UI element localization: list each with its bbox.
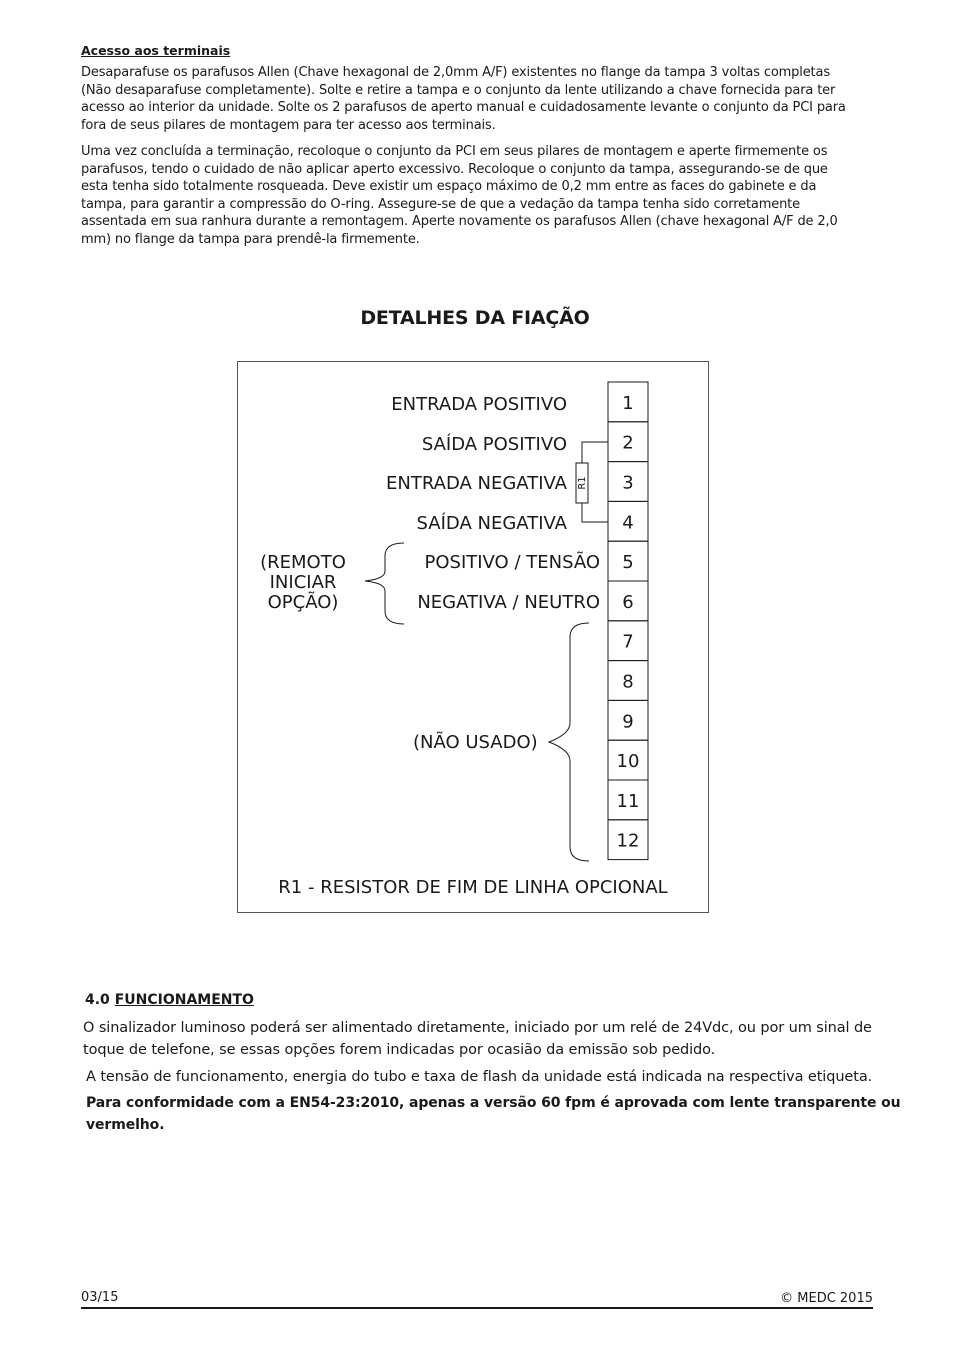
footer-rule xyxy=(81,1307,873,1309)
remote-option-line-1: (REMOTO xyxy=(260,552,346,573)
terminal-number: 6 xyxy=(622,591,634,613)
resistor-r1-label: R1 xyxy=(577,476,588,490)
access-paragraph-2: Uma vez concluída a terminação, recoloque o conjunto da PCI em seus pilares de montagem e aperte firmemente os parafusos, tendo o cuidado de não aplicar aperto excessivo. Recoloque o conjunto da tampa, assegurando-se de que esta tenha sido totalmente rosqueada. Deve existir um espaço máximo de 0,2 mm entre as faces do gabinete e da tampa, para garantir a compressão do O-ring. Assegure-se de que a vedação da tampa tenha sido corretamente assentada em sua ranhura durante a remontagem. Aperte novamente os parafusos Allen (chave hexagonal A/F de 2,0 mm) no flange da tampa para prendê-la firmemente. xyxy=(81,144,838,247)
terminal-number: 8 xyxy=(622,671,634,693)
remote-option-brace xyxy=(365,543,404,624)
terminal-number: 12 xyxy=(616,830,640,852)
terminal-number: 11 xyxy=(616,790,640,812)
terminal-number: 7 xyxy=(622,631,634,653)
label-entrada-positivo: ENTRADA POSITIVO xyxy=(391,394,567,415)
terminal-number: 2 xyxy=(622,432,634,454)
remote-option-line-3: OPÇÃO) xyxy=(267,592,339,613)
label-entrada-negativa: ENTRADA NEGATIVA xyxy=(386,473,567,494)
access-paragraph-1: Desaparafuse os parafusos Allen (Chave hexagonal de 2,0mm A/F) existentes no flange da tampa 3 voltas completas (Não desaparafuse completamente). Solte e retire a tampa e o conjunto da lente utilizando a chave fornecida para ter acesso ao interior da unidade. Solte os 2 parafusos de aperto manual e cuidadosamente levante o conjunto da PCI para fora de seus pilares de montagem para ter acesso aos terminais. xyxy=(81,65,846,133)
terminal-number: 5 xyxy=(622,552,634,574)
remote-option-line-2: INICIAR xyxy=(269,572,337,593)
terminal-number: 3 xyxy=(622,472,634,494)
operation-heading xyxy=(85,992,254,1008)
operation-paragraph-1: O sinalizador luminoso poderá ser alimentado diretamente, iniciado por um relé de 24Vdc, ou por um sinal de toque de telefone, se essas opções forem indicadas por ocasião da emissão sob pedido. xyxy=(83,1020,872,1058)
unused-label: (NÃO USADO) xyxy=(413,732,538,753)
terminal-number: 4 xyxy=(622,512,634,534)
footer-date: 03/15 xyxy=(81,1290,119,1305)
resistor-footnote: R1 - RESISTOR DE FIM DE LINHA OPCIONAL xyxy=(278,877,668,898)
label-saida-positivo: SAÍDA POSITIVO xyxy=(421,434,567,455)
terminal-block xyxy=(608,382,648,860)
operation-title: FUNCIONAMENTO xyxy=(114,992,254,1008)
footer-copyright: © MEDC 2015 xyxy=(780,1291,873,1306)
wiring-diagram xyxy=(237,361,710,914)
wiring-title: DETALHES DA FIAÇÃO xyxy=(360,307,590,329)
operation-paragraph-2: A tensão de funcionamento, energia do tubo e taxa de flash da unidade está indicada na respectiva etiqueta. xyxy=(86,1069,873,1085)
unused-terminals-brace xyxy=(549,623,589,861)
operation-number: 4.0 xyxy=(85,992,110,1008)
label-saida-negativa: SAÍDA NEGATIVA xyxy=(416,513,567,534)
terminal-number: 9 xyxy=(622,711,634,733)
operation-paragraph-3: Para conformidade com a EN54-23:2010, apenas a versão 60 fpm é aprovada com lente transparente ou vermelho. xyxy=(86,1095,901,1133)
terminal-number: 1 xyxy=(622,392,634,414)
label-negativa-neutro: NEGATIVA / NEUTRO xyxy=(417,592,600,613)
access-heading: Acesso aos terminais xyxy=(81,43,231,58)
terminal-number: 10 xyxy=(616,751,640,773)
label-positivo-tensao: POSITIVO / TENSÃO xyxy=(424,552,600,573)
